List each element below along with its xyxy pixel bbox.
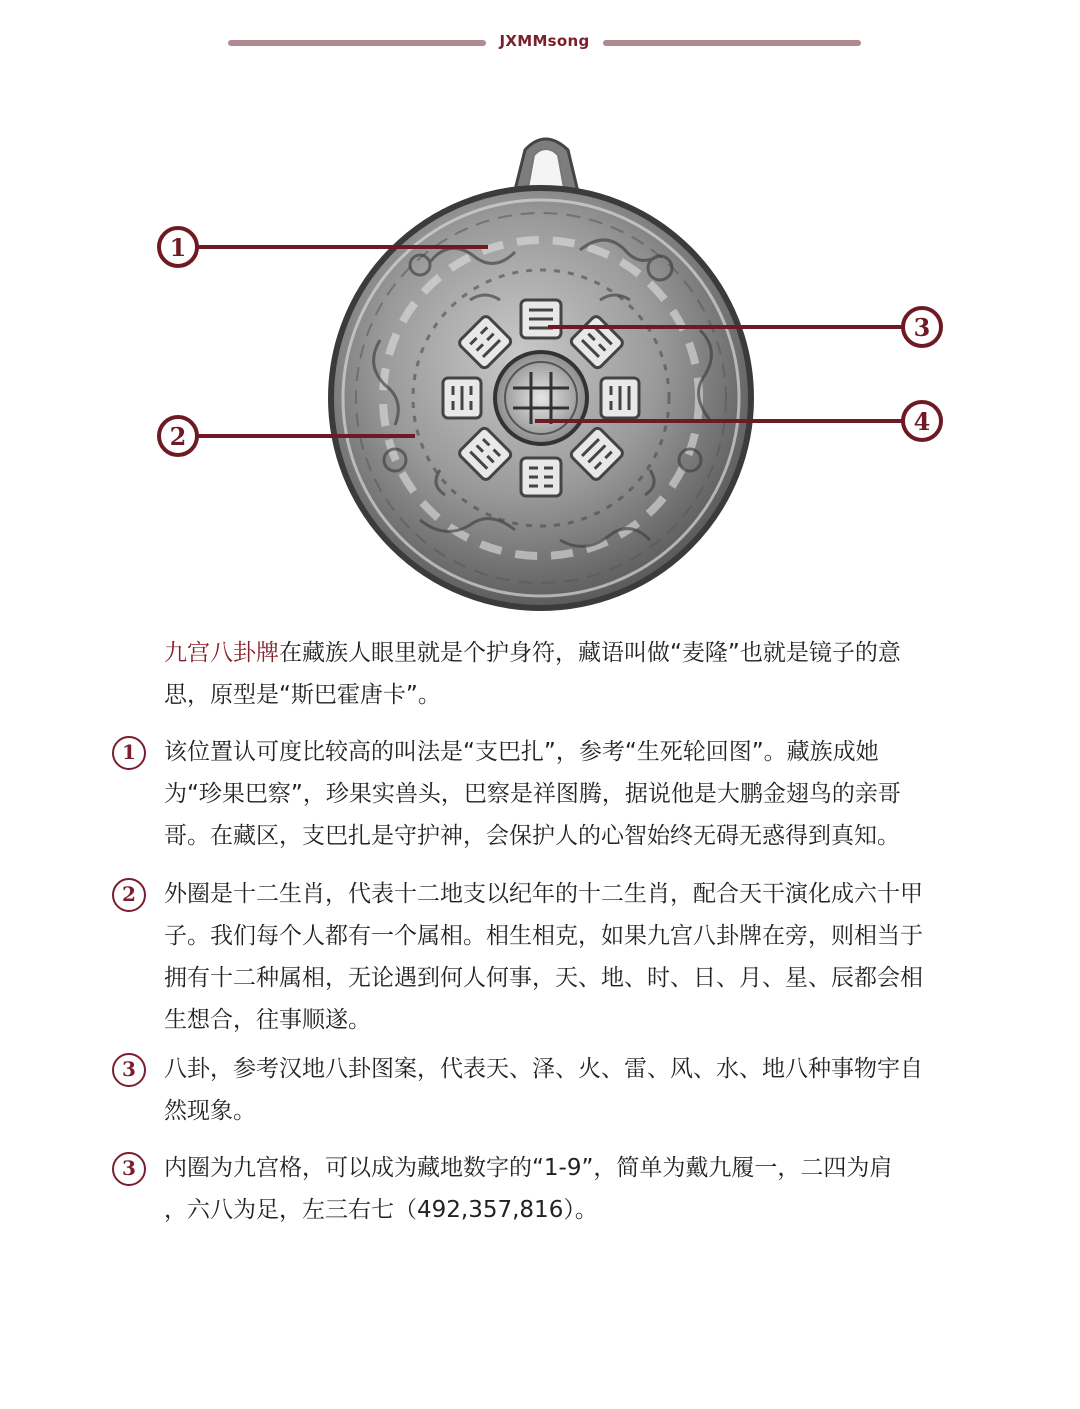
intro-highlight: 九宫八卦牌 xyxy=(164,640,279,666)
item-1-line-3: 哥。在藏区，支巴扎是守护神，会保护人的心智始终无碍无惑得到真知。 xyxy=(164,823,900,849)
svg-text:2: 2 xyxy=(169,422,187,451)
intro-line-1 xyxy=(164,632,964,674)
item-paragraph-1 xyxy=(164,731,964,857)
item-1-line-1: 该位置认可度比较高的叫法是“支巴扎”，参考“生死轮回图”。藏族成她 xyxy=(164,739,879,765)
callout-2 xyxy=(159,417,197,455)
item-marker-1: 1 xyxy=(112,736,146,770)
callout-1 xyxy=(159,228,197,266)
item-2-line-3: 拥有十二种属相，无论遇到何人何事，天、地、时、日、月、星、辰都会相 xyxy=(164,965,923,991)
svg-text:3: 3 xyxy=(913,313,931,342)
item-2-line-2: 子。我们每个人都有一个属相。相生相克，如果九宫八卦牌在旁，则相当于 xyxy=(164,923,923,949)
item-4-line-1: 内圈为九宫格，可以成为藏地数字的“1-9”，简单为戴九履一，二四为肩 xyxy=(164,1155,893,1181)
item-paragraph-3 xyxy=(164,1048,964,1132)
item-paragraph-4 xyxy=(164,1147,964,1231)
svg-text:1: 1 xyxy=(169,233,187,262)
callout-3 xyxy=(903,308,941,346)
item-marker-4: 3 xyxy=(112,1152,146,1186)
nine-palace-center xyxy=(495,352,587,444)
item-2-line-4: 生想合，往事顺遂。 xyxy=(164,1007,371,1033)
item-4-line-2: ，六八为足，左三右七（492,357,816）。 xyxy=(164,1197,598,1223)
item-1-line-2: 为“珍果巴察”，珍果实兽头，巴察是祥图腾，据说他是大鹏金翅鸟的亲哥 xyxy=(164,781,901,807)
intro-paragraph xyxy=(164,632,964,716)
item-3-line-1: 八卦，参考汉地八卦图案，代表天、泽、火、雷、风、水、地八种事物宇自 xyxy=(164,1056,923,1082)
svg-text:4: 4 xyxy=(913,407,931,436)
item-2-line-1: 外圈是十二生肖，代表十二地支以纪年的十二生肖，配合天干演化成六十甲 xyxy=(164,881,923,907)
pendant-bail xyxy=(515,139,578,192)
item-paragraph-2 xyxy=(164,873,964,1041)
intro-line-1-text: 在藏族人眼里就是个护身符，藏语叫做“麦隆”也就是镜子的意 xyxy=(279,640,901,666)
amulet-figure xyxy=(0,0,1080,620)
item-marker-3: 3 xyxy=(112,1053,146,1087)
item-marker-2: 2 xyxy=(112,878,146,912)
brand-label: JXMMsong xyxy=(499,32,590,50)
callout-4 xyxy=(903,402,941,440)
item-3-line-2: 然现象。 xyxy=(164,1098,256,1124)
intro-line-2: 思，原型是“斯巴霍唐卡”。 xyxy=(164,682,441,708)
